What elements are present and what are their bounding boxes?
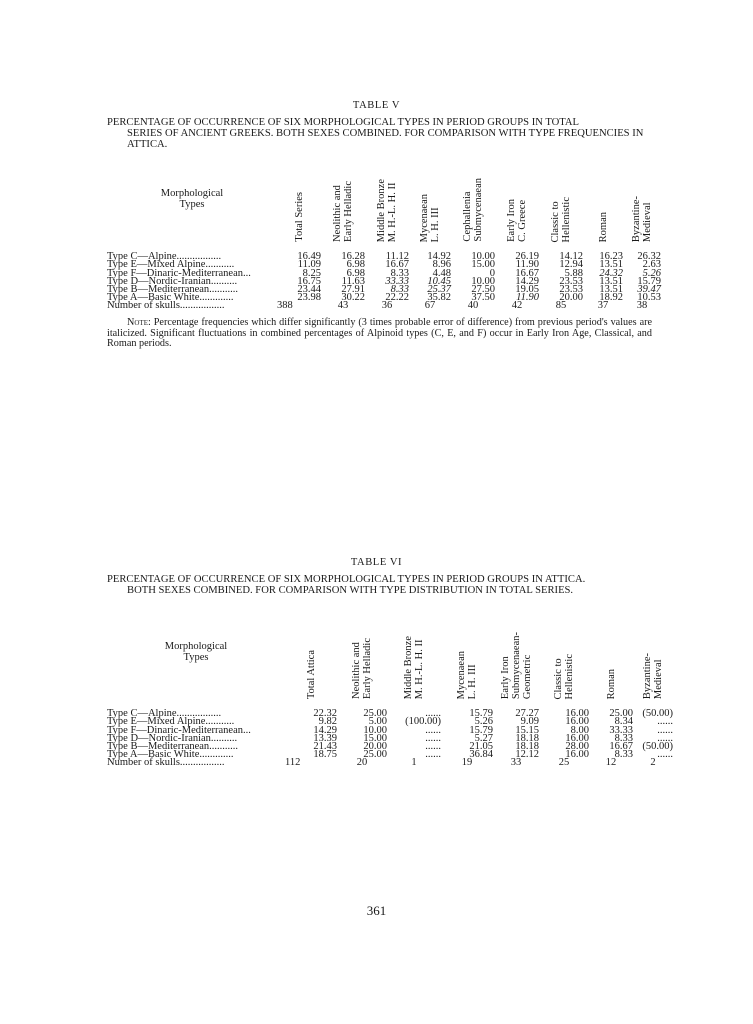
cell: 14.29	[515, 275, 539, 287]
cell: 27.50	[471, 284, 495, 295]
row-label: Type C—Alpine.................	[107, 251, 222, 263]
table-v-col-header: Neolithic and Early Helladic	[332, 181, 354, 242]
table-row	[107, 759, 673, 767]
cell: 6.98	[346, 267, 365, 279]
cell: 23.44	[297, 284, 321, 295]
cell: 8.33	[390, 267, 409, 279]
table-v-col-header: Total Series	[293, 192, 305, 242]
cell: 27.27	[515, 708, 539, 720]
cell: 2.63	[642, 259, 661, 271]
cell: 33.33	[609, 724, 633, 736]
cell: 8.25	[302, 267, 321, 279]
cell: 18.75	[313, 749, 337, 761]
cell: 16.00	[565, 732, 589, 744]
cell-italic: 5.26	[642, 267, 661, 279]
table-v	[107, 152, 661, 311]
page-number: 361	[366, 903, 387, 918]
cell: 16.49	[297, 251, 321, 263]
cell: 14.12	[559, 251, 583, 263]
cell: 14.92	[427, 251, 451, 263]
table-v-caption	[107, 117, 652, 150]
table-v-caption-rest: SERIES OF ANCIENT GREEKS. BOTH SEXES COMBINED. FOR COMPARISON WITH TYPE FREQUENCIES IN ATTICA.	[127, 128, 644, 150]
cell: 21.43	[313, 741, 337, 752]
cell-italic: 39.47	[637, 284, 661, 295]
table-vi-col-header: Total Attica	[305, 649, 317, 699]
cell: 9.09	[520, 716, 539, 728]
cell: 26.32	[637, 251, 661, 263]
row-label: Type A—Basic White.............	[107, 292, 234, 304]
table-vi-col-header: Classic to Hellenistic	[553, 653, 575, 699]
cell: 0	[489, 267, 495, 279]
cell: 12.94	[559, 259, 583, 271]
cell: 10.53	[637, 292, 661, 304]
cell-italic: 25.37	[427, 284, 451, 295]
cell: 19.05	[515, 284, 539, 295]
cell: 36	[381, 300, 393, 312]
cell: 25	[558, 757, 570, 769]
cell: 22.32	[313, 708, 337, 720]
table-vi-col-header: Early Iron Submycenaean- Geometric	[499, 631, 533, 699]
cell: 15.00	[363, 732, 387, 744]
table-vi-col-header: Roman	[605, 668, 617, 699]
cell: 37.50	[471, 292, 495, 304]
row-label: Number of skulls.................	[107, 300, 225, 312]
cell: ......	[657, 749, 673, 761]
cell-italic: 8.33	[390, 284, 409, 295]
cell: ......	[425, 708, 441, 720]
cell: 35.82	[427, 292, 451, 304]
table-v-block	[0, 100, 753, 349]
cell: 21.05	[469, 741, 493, 752]
row-label: Type B—Mediterranean...........	[107, 741, 239, 752]
cell: 20.00	[559, 292, 583, 304]
cell: 11.12	[385, 251, 409, 263]
cell: 43	[337, 300, 349, 312]
table-row	[107, 302, 661, 310]
cell: 5.27	[474, 732, 493, 744]
cell: 8.34	[614, 716, 633, 728]
cell: 4.48	[432, 267, 451, 279]
cell: 388	[277, 300, 293, 312]
table-vi-col-header: Neolithic and Early Helladic	[351, 638, 373, 699]
cell: 27.91	[341, 284, 365, 295]
cell: 10.00	[471, 251, 495, 263]
cell: 13.51	[599, 275, 623, 287]
cell: 2	[650, 757, 656, 769]
cell: 10.00	[363, 724, 387, 736]
cell: 15.79	[637, 275, 661, 287]
cell: 23.53	[559, 284, 583, 295]
table-v-col-header: Mycenaean L. H. III	[419, 193, 441, 242]
note-label: Note:	[127, 317, 151, 328]
cell: 40	[467, 300, 479, 312]
row-label: Type F—Dinaric-Mediterranean...	[107, 724, 251, 736]
cell: ......	[657, 716, 673, 728]
cell: 22.22	[385, 292, 409, 304]
table-vi-block	[0, 557, 753, 769]
cell: 67	[424, 300, 436, 312]
table-v-caption-line1: PERCENTAGE OF OCCURRENCE OF SIX MORPHOLOGICAL TYPES IN PERIOD GROUPS IN TOTAL	[107, 117, 580, 128]
cell: ......	[657, 732, 673, 744]
cell: 33	[510, 757, 522, 769]
table-vi-caption-rest: BOTH SEXES COMBINED. FOR COMPARISON WITH TYPE DISTRIBUTION IN TOTAL SERIES.	[127, 585, 574, 596]
cell: 11.09	[297, 259, 321, 271]
cell: 18.92	[599, 292, 623, 304]
cell: 5.26	[474, 716, 493, 728]
cell: 15.15	[515, 724, 539, 736]
table-vi-stub-header: Morphological Types	[164, 640, 228, 663]
note-text: Percentage frequencies which differ significantly (3 times probable error of difference) from previous period's values are italicized. Significant fluctuations in combined percentages of Alpinoid types (C, E, and F) occur in Early Iron Age, Classical, and Roman periods.	[107, 317, 652, 349]
cell: 18.18	[515, 741, 539, 752]
cell: 15.79	[469, 724, 493, 736]
row-label: Type C—Alpine.................	[107, 708, 222, 720]
cell: 18.18	[515, 732, 539, 744]
table-v-stub-header: Morphological Types	[160, 187, 224, 210]
row-label: Type F—Dinaric-Mediterranean...	[107, 267, 251, 279]
table-vi	[107, 601, 673, 768]
row-label: Type E—Mixed Alpine...........	[107, 716, 235, 728]
cell: 15.79	[469, 708, 493, 720]
cell: 25.00	[363, 749, 387, 761]
table-v-note	[107, 318, 652, 350]
cell: 14.29	[313, 724, 337, 736]
table-v-col-header: Middle Bronze M. H.-L. H. II	[376, 178, 398, 242]
cell: 28.00	[565, 741, 589, 752]
cell: (50.00)	[642, 741, 673, 752]
cell: 8.33	[614, 749, 633, 761]
cell: 15.00	[471, 259, 495, 271]
cell: 16.67	[515, 267, 539, 279]
cell: 16.67	[385, 259, 409, 271]
cell: ......	[657, 724, 673, 736]
cell: 16.00	[565, 749, 589, 761]
row-label: Type E—Mixed Alpine...........	[107, 259, 235, 271]
cell-italic: 33.33	[385, 275, 409, 287]
cell: 16.23	[599, 251, 623, 263]
cell: 5.88	[564, 267, 583, 279]
cell: 12.12	[515, 749, 539, 761]
cell: 42	[511, 300, 523, 312]
table-v-col-header: Byzantine- Medieval	[631, 195, 653, 242]
cell: 13.51	[599, 259, 623, 271]
cell-italic: 24.32	[599, 267, 623, 279]
cell: 9.82	[318, 716, 337, 728]
cell: ......	[425, 749, 441, 761]
cell: 11.90	[515, 259, 539, 271]
cell: 11.63	[341, 275, 365, 287]
cell: 25.00	[609, 708, 633, 720]
cell: 25.00	[363, 708, 387, 720]
cell: (50.00)	[642, 708, 673, 720]
cell: 16.28	[341, 251, 365, 263]
cell: (100.00)	[405, 716, 441, 728]
table-vi-col-header: Middle Bronze M. H.-L. H. II	[403, 635, 425, 699]
row-label: Type D—Nordic-Iranian..........	[107, 732, 238, 744]
row-label: Type D—Nordic-Iranian..........	[107, 275, 238, 287]
table-v-col-header: Classic to Hellenistic	[550, 196, 572, 242]
cell: 30.22	[341, 292, 365, 304]
cell: 37	[597, 300, 609, 312]
cell-italic: 11.90	[516, 292, 539, 304]
cell: 20.00	[363, 741, 387, 752]
table-vi-caption-line1: PERCENTAGE OF OCCURRENCE OF SIX MORPHOLOGICAL TYPES IN PERIOD GROUPS IN ATTICA.	[107, 574, 586, 585]
cell: 19	[461, 757, 473, 769]
row-label: Number of skulls.................	[107, 757, 225, 769]
table-v-col-header: Roman	[597, 211, 609, 242]
cell: 26.19	[515, 251, 539, 263]
row-label: Type A—Basic White.............	[107, 749, 234, 761]
cell: 85	[555, 300, 567, 312]
cell-italic: 10.45	[427, 275, 451, 287]
cell: 36.84	[469, 749, 493, 761]
cell: 23.98	[297, 292, 321, 304]
cell: 8.33	[614, 732, 633, 744]
table-vi-caption	[107, 574, 652, 596]
cell: 12	[605, 757, 617, 769]
cell: 16.00	[565, 716, 589, 728]
cell: 16.67	[609, 741, 633, 752]
cell: 8.96	[432, 259, 451, 271]
cell: 112	[285, 757, 301, 769]
cell: 16.75	[297, 275, 321, 287]
cell: 1	[411, 757, 417, 769]
table-v-number: TABLE V	[352, 100, 401, 111]
cell: 23.53	[559, 275, 583, 287]
table-v-col-header: Cephallenia Submycenaean	[462, 178, 484, 242]
cell: ......	[425, 724, 441, 736]
cell: ......	[425, 741, 441, 752]
cell: 8.00	[570, 724, 589, 736]
table-vi-col-header: Mycenaean L. H. III	[456, 650, 478, 699]
cell: 5.00	[368, 716, 387, 728]
cell: 38	[636, 300, 648, 312]
row-label: Type B—Mediterranean...........	[107, 284, 239, 295]
cell: 20	[356, 757, 368, 769]
table-vi-col-header: Byzantine- Medieval	[642, 652, 664, 699]
table-v-col-header: Early Iron C. Greece	[506, 199, 528, 242]
cell: 6.98	[346, 259, 365, 271]
cell: ......	[425, 732, 441, 744]
cell: 10.00	[471, 275, 495, 287]
cell: 13.51	[599, 284, 623, 295]
cell: 13.39	[313, 732, 337, 744]
cell: 16.00	[565, 708, 589, 720]
table-vi-number: TABLE VI	[350, 557, 403, 568]
